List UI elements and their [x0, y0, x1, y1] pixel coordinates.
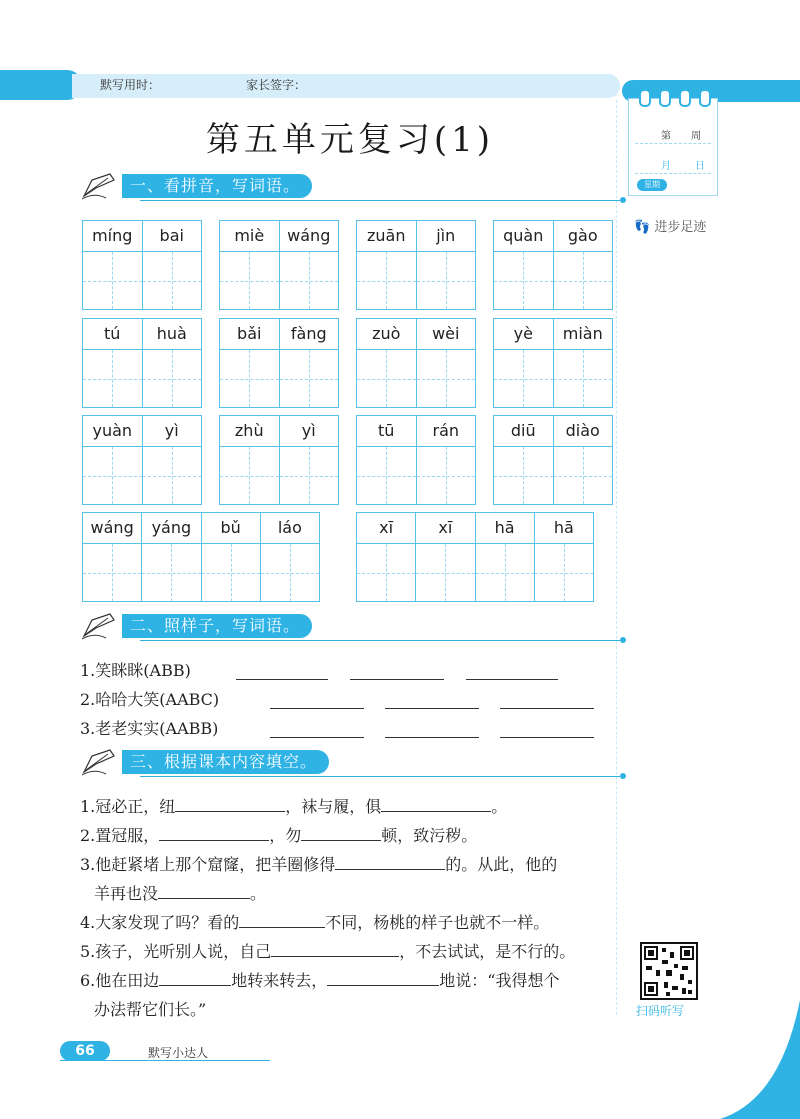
char-cell[interactable] [279, 447, 339, 504]
section2-underline [140, 640, 620, 641]
answer-blank[interactable] [381, 795, 491, 812]
pencil-icon [80, 748, 120, 778]
ring-icon [699, 89, 711, 107]
section3-dot [620, 773, 626, 779]
progress-note-text: 进步足迹 [654, 220, 707, 235]
pinyin: láo [260, 513, 319, 543]
pinyin: gào [553, 221, 613, 251]
char-cell[interactable] [220, 350, 279, 407]
char-cell[interactable] [553, 252, 613, 309]
word-box[interactable] [219, 318, 339, 408]
pinyin: wáng [90, 518, 134, 537]
word-box[interactable] [82, 220, 202, 310]
pinyin: xī [379, 518, 394, 537]
char-cell[interactable] [260, 544, 319, 601]
char-cell[interactable] [416, 350, 476, 407]
char-cell[interactable] [142, 350, 202, 407]
pinyin: zuān [367, 226, 406, 245]
word-box[interactable] [82, 415, 202, 505]
qr-pattern [642, 944, 696, 998]
answer-blank[interactable] [158, 882, 250, 899]
word-box[interactable] [356, 220, 476, 310]
char-cell[interactable] [279, 252, 339, 309]
day-label: 日 [695, 161, 705, 172]
char-cell[interactable] [220, 252, 279, 309]
answer-blank[interactable] [500, 736, 594, 738]
progress-note [634, 216, 706, 235]
pencil-icon [80, 172, 120, 202]
char-cell[interactable] [475, 544, 534, 601]
section3-underline [140, 776, 620, 777]
pinyin: fàng [279, 319, 339, 349]
pinyin: yè [513, 324, 533, 343]
answer-blank[interactable] [350, 678, 444, 680]
pinyin: xī [415, 513, 474, 543]
answer-blank[interactable] [270, 707, 364, 709]
answer-blank[interactable] [385, 707, 479, 709]
pinyin: tú [104, 324, 121, 343]
char-cell[interactable] [494, 447, 553, 504]
pinyin: yuàn [92, 421, 133, 440]
pinyin: hā [534, 513, 593, 543]
ring-icon [639, 89, 651, 107]
pinyin: diū [510, 421, 536, 440]
word-box[interactable] [219, 415, 339, 505]
parent-signature-label: 家长签字： [246, 78, 307, 92]
pinyin: jìn [416, 221, 476, 251]
char-cell[interactable] [357, 447, 416, 504]
char-cell[interactable] [201, 544, 260, 601]
pattern-item-3: 3.老老实实(AABB) [80, 719, 219, 738]
pattern-item-2: 2.哈哈大笑(AABC) [80, 690, 220, 709]
fill-question-3: 3.他赶紧堵上那个窟窿，把羊圈修得 的。从此，他的 [80, 855, 558, 874]
char-cell[interactable] [416, 252, 476, 309]
section1-title: 一、看拼音，写词语。 [122, 174, 312, 198]
fill-question-5: 5.孩子，光听别人说，自己 ，不去试试，是不行的。 [80, 942, 576, 961]
char-cell[interactable] [142, 252, 202, 309]
pinyin: miàn [553, 319, 613, 349]
answer-blank[interactable] [159, 969, 231, 986]
char-cell[interactable] [357, 252, 416, 309]
pinyin: yì [142, 416, 202, 446]
week-label: 第 [661, 131, 671, 142]
pinyin: bǔ [201, 513, 260, 543]
char-cell[interactable] [494, 350, 553, 407]
fill-question-4: 4.大家发现了吗？看的 不同，杨桃的样子也就不一样。 [80, 913, 550, 932]
footprint-icon: 👣 [634, 220, 651, 235]
char-cell[interactable] [357, 350, 416, 407]
char-cell[interactable] [83, 252, 142, 309]
pinyin: zuò [372, 324, 401, 343]
fill-question-2: 2.置冠服， ，勿 顿，致污秽。 [80, 826, 478, 845]
char-cell[interactable] [141, 544, 200, 601]
pinyin: diào [553, 416, 613, 446]
answer-blank[interactable] [466, 678, 558, 680]
section2-dot [620, 637, 626, 643]
pinyin: míng [92, 226, 133, 245]
char-cell[interactable] [494, 252, 553, 309]
word-box[interactable] [493, 415, 613, 505]
answer-blank[interactable] [270, 736, 364, 738]
char-cell[interactable] [357, 544, 415, 601]
dictation-time-label: 默写用时： [100, 78, 161, 92]
pinyin: wèi [416, 319, 476, 349]
page-title: 第五单元复习(1) [205, 120, 495, 160]
answer-blank[interactable] [327, 969, 439, 986]
answer-blank[interactable] [335, 853, 445, 870]
char-cell[interactable] [142, 447, 202, 504]
pinyin: zhù [234, 421, 264, 440]
corner-decoration [720, 1000, 800, 1119]
ring-icon [659, 89, 671, 107]
pencil-icon [80, 612, 120, 642]
char-cell[interactable] [415, 544, 474, 601]
word-box[interactable] [219, 220, 339, 310]
section1-underline [140, 200, 620, 201]
char-cell[interactable] [416, 447, 476, 504]
word-box[interactable] [356, 512, 594, 602]
pinyin: yì [279, 416, 339, 446]
footer-label: 默写小达人 [148, 1046, 209, 1060]
answer-blank[interactable] [239, 911, 325, 928]
fill-question-1: 1.冠必正，纽 ，袜与履，俱 。 [80, 797, 508, 816]
section3-header [80, 748, 620, 778]
word-box[interactable] [356, 318, 476, 408]
fill-question-6-cont: 办法帮它们长。” [94, 1000, 207, 1019]
pattern-item-1: 1.笑眯眯(ABB) [80, 661, 191, 680]
word-box[interactable] [356, 415, 476, 505]
pinyin: tū [378, 421, 395, 440]
char-cell[interactable] [553, 447, 613, 504]
pinyin: quàn [503, 226, 544, 245]
section1-dot [620, 197, 626, 203]
qr-label: 扫码听写 [636, 1004, 685, 1018]
calendar-line [635, 173, 711, 174]
word-box[interactable] [493, 220, 613, 310]
month-label: 月 [661, 161, 671, 172]
char-cell[interactable] [83, 350, 142, 407]
answer-blank[interactable] [271, 940, 399, 957]
answer-blank[interactable] [500, 707, 594, 709]
char-cell[interactable] [83, 447, 142, 504]
pinyin: bai [142, 221, 202, 251]
pinyin: bǎi [237, 324, 262, 343]
answer-blank[interactable] [175, 795, 285, 812]
char-cell[interactable] [553, 350, 613, 407]
pinyin: yáng [141, 513, 200, 543]
word-box[interactable] [82, 318, 202, 408]
section2-title: 二、照样子，写词语。 [122, 614, 312, 638]
char-cell[interactable] [279, 350, 339, 407]
pinyin: hā [475, 513, 534, 543]
header-left-tab [0, 70, 82, 100]
word-box[interactable] [493, 318, 613, 408]
qr-code-icon[interactable] [640, 942, 698, 1000]
word-box[interactable] [82, 512, 320, 602]
ring-icon [679, 89, 691, 107]
fill-question-6: 6.他在田边 地转来转去， 地说：“我得想个 [80, 971, 560, 990]
answer-blank[interactable] [159, 824, 269, 841]
week-unit: 周 [691, 131, 701, 142]
pinyin: rán [416, 416, 476, 446]
answer-blank[interactable] [236, 678, 328, 680]
char-cell[interactable] [83, 544, 141, 601]
section1-header [80, 172, 620, 202]
char-cell[interactable] [534, 544, 593, 601]
section3-title: 三、根据课本内容填空。 [122, 750, 329, 774]
char-cell[interactable] [220, 447, 279, 504]
fill-question-3-cont: 羊再也没 。 [94, 884, 267, 903]
answer-blank[interactable] [301, 824, 381, 841]
section2-header [80, 612, 620, 642]
pinyin: huà [142, 319, 202, 349]
pinyin: miè [234, 226, 265, 245]
weekday-badge: 星期 [637, 179, 667, 191]
answer-blank[interactable] [385, 736, 479, 738]
margin-divider [616, 100, 617, 1015]
pinyin: wáng [279, 221, 339, 251]
page-number: 66 [60, 1041, 110, 1061]
